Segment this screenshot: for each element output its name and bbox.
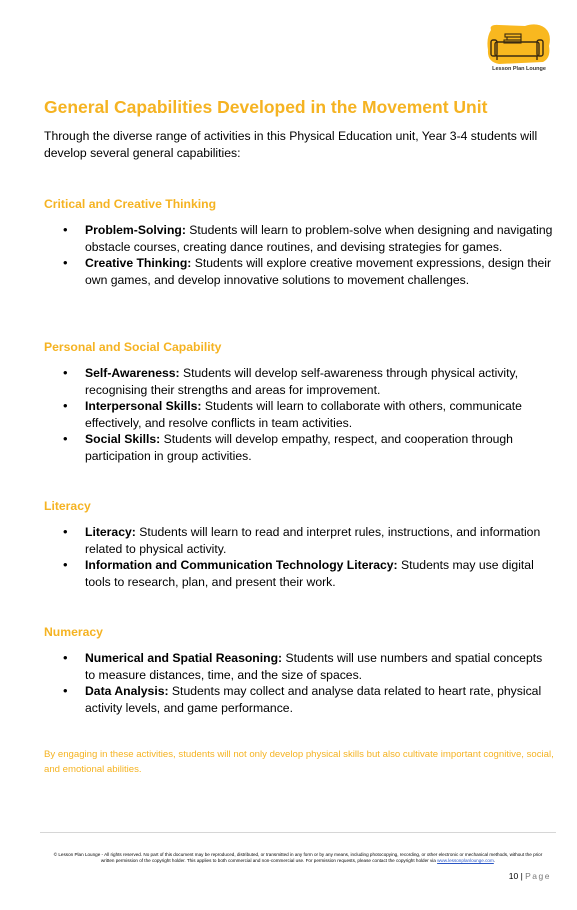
bullet-list <box>44 222 554 288</box>
item-term: Self-Awareness: <box>85 366 180 380</box>
section-critical-creative-thinking <box>44 197 554 288</box>
logo-brand-name: Lesson Plan Lounge <box>492 66 546 72</box>
item-term: Creative Thinking: <box>85 256 192 271</box>
item-term: Literacy: <box>85 525 136 539</box>
item-text: Students may collect and analyse data related to heart rate, physical activity levels, and game performance. <box>85 684 542 715</box>
list-item <box>44 650 554 683</box>
bullet-list <box>44 524 554 590</box>
copyright-text: © Lesson Plan Lounge - All rights reserved. No part of this document may be reproduced, distributed, or transmitted in any form or by any means, including photocopying, recording, or other electronic or mechanical methods, without the prior written permission of the copyright holder. This applies to both commercial and non-commercial use. For permission requests, please contact the copyright holder via <box>53 852 543 864</box>
list-item <box>44 365 554 398</box>
list-item <box>44 398 554 431</box>
list-item <box>44 683 554 716</box>
section-heading: Personal and Social Capability <box>44 340 222 354</box>
website-link[interactable]: www.lessonplanlounge.com <box>437 858 494 864</box>
page-number <box>509 871 551 881</box>
item-term: Data Analysis: <box>85 684 169 699</box>
item-text: Students will explore creative movement expressions, design their own games, and develop innovative solutions to movement challenges. <box>85 256 552 287</box>
section-literacy <box>44 499 554 590</box>
page-separator: | <box>518 871 526 881</box>
item-text: Students may use digital tools to research, plan, and present their work. <box>85 558 534 589</box>
item-term: Problem-Solving: <box>85 223 186 237</box>
item-text: Students will develop self-awareness through physical activity, recognising their strengths and areas for improvement. <box>85 366 519 397</box>
section-heading: Literacy <box>44 499 91 513</box>
list-item <box>44 524 554 557</box>
item-text: Students will learn to read and interpret rules, instructions, and information related to physical activity. <box>85 525 541 556</box>
section-numeracy <box>44 625 554 716</box>
item-term: Numerical and Spatial Reasoning: <box>85 651 283 665</box>
link-suffix: . <box>493 858 496 864</box>
page-label: Page <box>525 871 551 881</box>
intro-paragraph: Through the diverse range of activities in this Physical Education unit, Year 3-4 students will develop several general capabilities: <box>44 129 538 160</box>
section-heading: Numeracy <box>44 625 103 639</box>
copyright-notice <box>50 852 546 864</box>
list-item <box>44 557 554 590</box>
item-term: Information and Communication Technology Literacy: <box>85 558 398 573</box>
bullet-list <box>44 365 554 465</box>
list-item <box>44 255 554 288</box>
item-text: Students will learn to collaborate with others, communicate effectively, and resolve conflicts in team activities. <box>85 399 522 430</box>
bullet-list <box>44 650 554 716</box>
item-text: Students will learn to problem-solve when designing and navigating obstacle courses, creating dance routines, and devising strategies for games. <box>85 223 553 254</box>
footer-divider <box>40 832 556 833</box>
item-term: Interpersonal Skills: <box>85 399 202 414</box>
section-personal-social-capability <box>44 340 554 465</box>
item-text: Students will develop empathy, respect, and cooperation through participation in group activities. <box>85 432 513 463</box>
list-item <box>44 431 554 464</box>
item-term: Social Skills: <box>85 432 161 447</box>
page-number-value: 10 <box>508 871 519 881</box>
section-heading: Critical and Creative Thinking <box>44 197 217 211</box>
item-text: Students will use numbers and spatial concepts to measure distances, time, and the size of spaces. <box>85 651 543 682</box>
page-title: General Capabilities Developed in the Movement Unit <box>44 97 488 117</box>
list-item <box>44 222 554 255</box>
closing-paragraph: By engaging in these activities, students will not only develop physical skills but also cultivate important cognitive, social, and emotional abilities. <box>44 749 554 775</box>
